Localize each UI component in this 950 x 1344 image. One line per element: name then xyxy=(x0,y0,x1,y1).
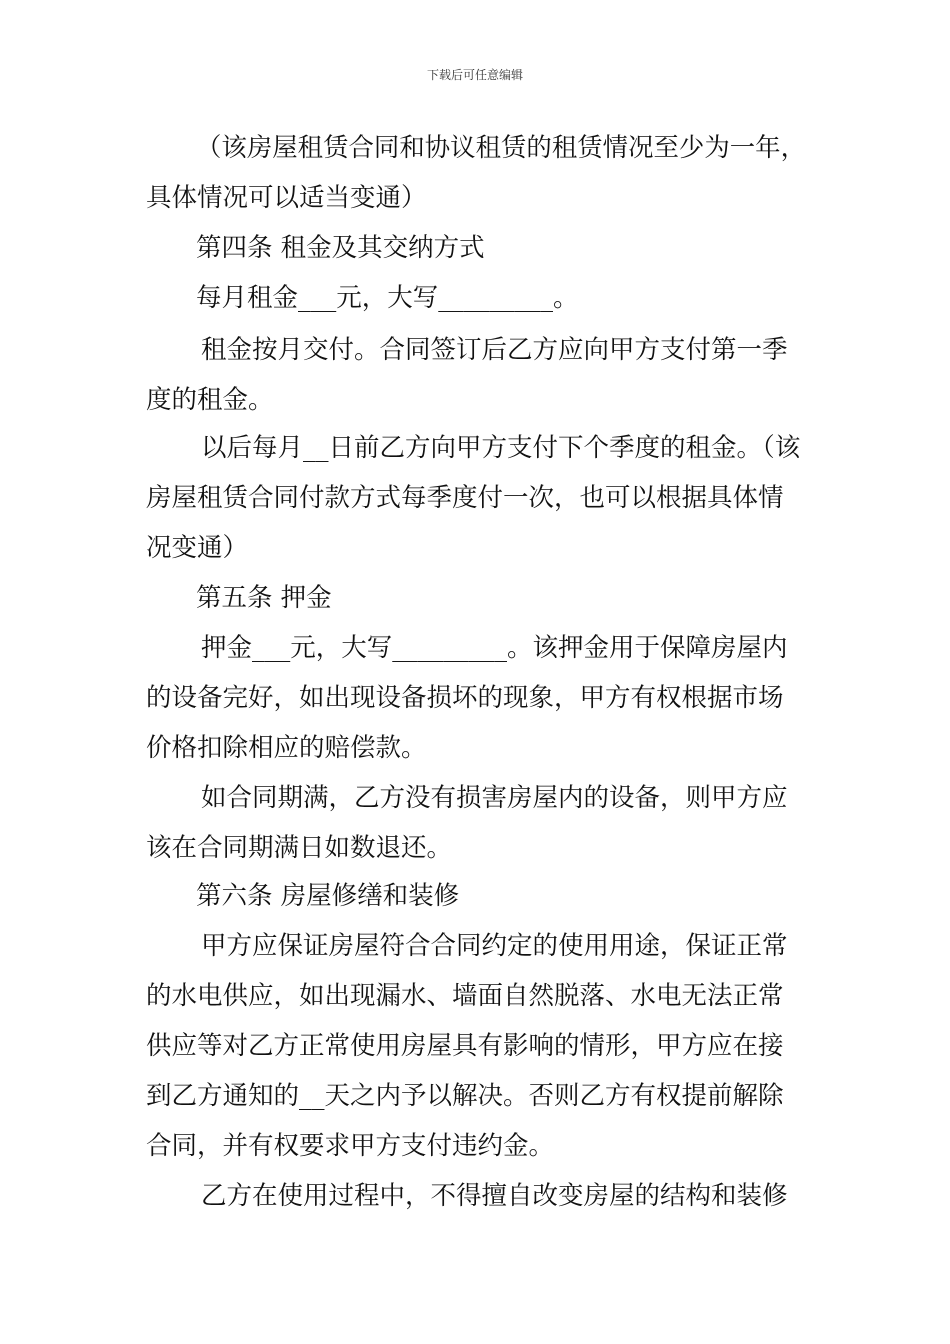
text-line: 供应等对乙方正常使用房屋具有影响的情形，甲方应在接 xyxy=(146,1031,784,1061)
text-line: 价格扣除相应的赔偿款。 xyxy=(146,733,427,763)
text-line: 度的租金。 xyxy=(146,385,274,415)
text-line: 具体情况可以适当变通） xyxy=(146,183,427,213)
text-line: 甲方应保证房屋符合合同约定的使用用途，保证正常 xyxy=(201,931,788,961)
text-line: 该在合同期满日如数退还。 xyxy=(146,833,453,863)
text-line: 乙方在使用过程中，不得擅自改变房屋的结构和装修 xyxy=(201,1181,788,1211)
text-line: 合同，并有权要求甲方支付违约金。 xyxy=(146,1131,555,1161)
text-line: （该房屋租赁合同和协议租赁的租赁情况至少为一年， xyxy=(196,133,807,163)
text-line: 以后每月__日前乙方向甲方支付下个季度的租金。（该 xyxy=(201,433,801,463)
text-line: 的设备完好，如出现设备损坏的现象，甲方有权根据市场 xyxy=(146,683,784,713)
text-line: 如合同期满，乙方没有损害房屋内的设备，则甲方应 xyxy=(201,783,788,813)
text-line: 况变通） xyxy=(146,533,249,563)
section-heading-article-4: 第四条 租金及其交纳方式 xyxy=(196,233,485,263)
text-line: 房屋租赁合同付款方式每季度付一次，也可以根据具体情 xyxy=(146,483,784,513)
section-heading-article-6: 第六条 房屋修缮和装修 xyxy=(196,881,460,911)
text-line: 每月租金___元，大写_________。 xyxy=(196,283,579,313)
text-line: 押金___元，大写_________。该押金用于保障房屋内 xyxy=(201,633,788,663)
page-header-note: 下载后可任意编辑 xyxy=(426,68,523,82)
text-line: 租金按月交付。合同签订后乙方应向甲方支付第一季 xyxy=(201,335,788,365)
text-line: 的水电供应，如出现漏水、墙面自然脱落、水电无法正常 xyxy=(146,981,784,1011)
section-heading-article-5: 第五条 押金 xyxy=(196,583,332,613)
text-line: 到乙方通知的__天之内予以解决。否则乙方有权提前解除 xyxy=(146,1081,784,1111)
